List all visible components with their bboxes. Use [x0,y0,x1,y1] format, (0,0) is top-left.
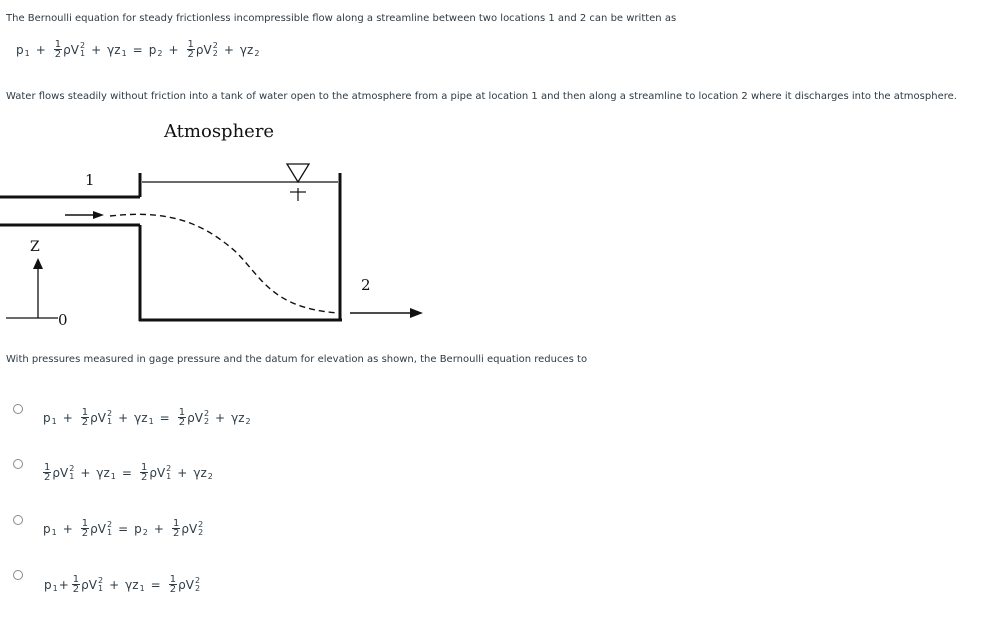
option-a-radio[interactable] [13,404,23,414]
option-b-radio[interactable] [13,459,23,469]
option-c-equation[interactable]: p 1 + $\frac{1}{2}$ ρ V 2 1 = p 2 + $\frac{1}{2}$ ρ V 2 2 [43,518,204,539]
option-d-radio[interactable] [13,570,23,580]
option-b-equation[interactable]: $\frac{1}{2}$ ρ V 2 1 + γ z 1 = $\frac{1}{2}$ ρ V 2 1 + γ z 2 [44,462,213,483]
option-a-equation[interactable]: p 1 + $\frac{1}{2}$ ρ V 2 1 + γ z 1 = $\frac{1}{2}$ ρ V 2 2 + γ z 2 [43,407,251,428]
origin-label: 0 [58,311,68,329]
question-text: With pressures measured in gage pressure and the datum for elevation as shown, the Bernoulli equation reduces to [6,354,588,365]
tank-diagram [0,110,460,335]
option-c-radio[interactable] [13,515,23,525]
option-d-equation[interactable]: p 1 + $\frac{1}{2}$ ρ V 2 1 + γ z 1 = $\frac{1}{2}$ ρ V 2 2 [44,574,201,595]
location-1-label: 1 [85,171,95,189]
intro-text: The Bernoulli equation for steady frictionless incompressible flow along a streamline between two locations 1 and 2 can be written as [6,13,677,24]
problem-text: Water flows steadily without friction into a tank of water open to the atmosphere from a pipe at location 1 and then along a streamline to location 2 where it discharges into the atmosphere. [6,91,957,102]
bernoulli-equation: p 1 + $\frac{1}{2}$ ρ V 2 1 + γ z 1 = p 2 + $\frac{1}{2}$ ρ V 2 2 + γ z 2 [16,39,260,60]
z-label: Z [30,239,40,255]
atmosphere-label: Atmosphere [164,121,275,142]
location-2-label: 2 [361,276,371,294]
